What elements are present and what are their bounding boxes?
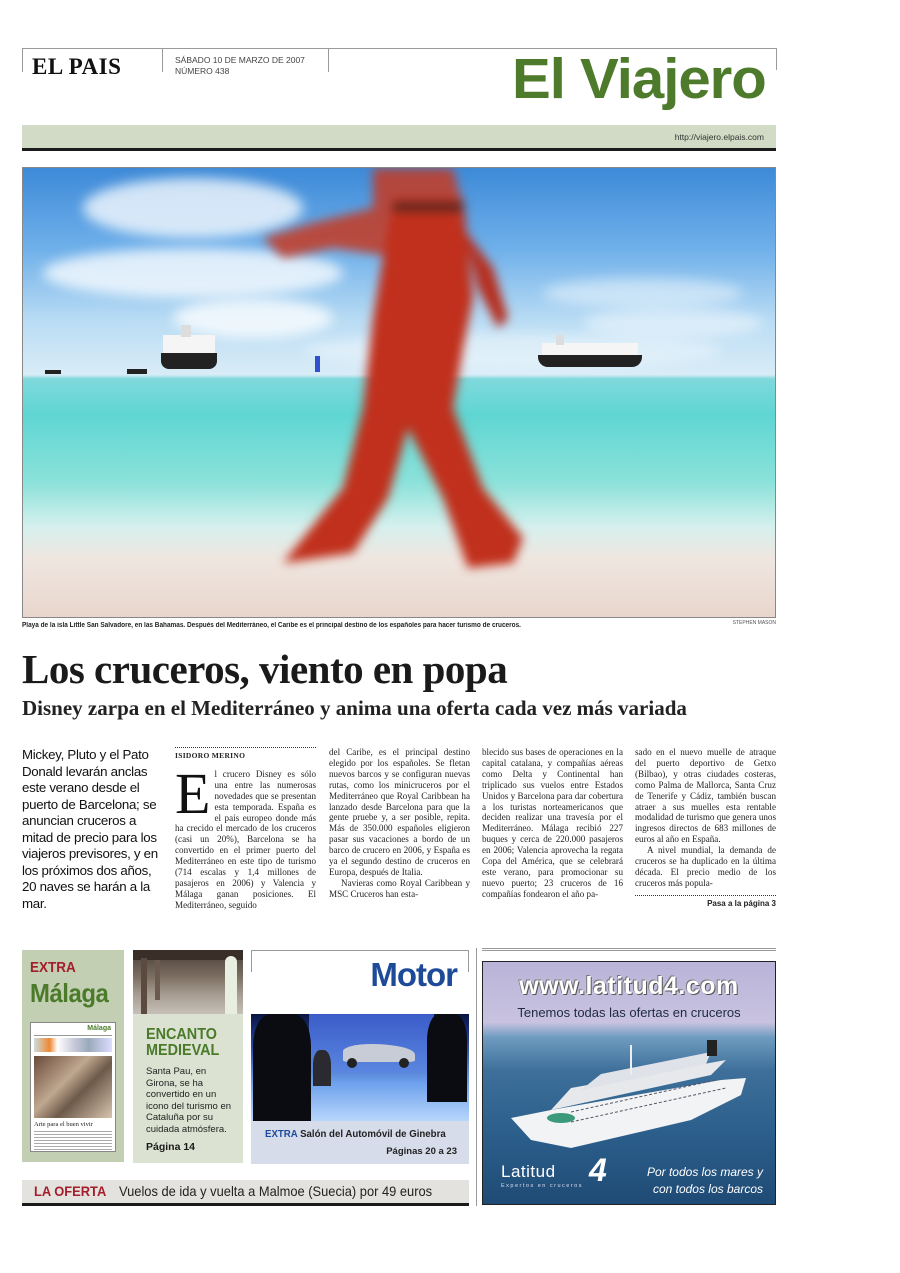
newspaper-logo[interactable]: EL PAIS (32, 54, 122, 79)
motor-caption-text: Salón del Automóvil de Ginebra (300, 1128, 446, 1140)
offer-text: Vuelos de ida y vuelta a Malmoe (Suecia) por 49 euros (119, 1183, 433, 1199)
masthead-divider (776, 48, 777, 70)
hero-photo (22, 167, 776, 618)
edition-date: SÁBADO 10 DE MARZO DE 2007 (175, 55, 305, 65)
latitud4-logo: Latitud 4 Expertos en cruceros (501, 1152, 607, 1189)
article-headline[interactable]: Los cruceros, viento en popa (22, 646, 508, 692)
offer-bottom-rule (22, 1203, 469, 1206)
mini-page-thumbnail (30, 1022, 116, 1152)
ad-tagline: Tenemos todas las ofertas en cruceros (517, 1005, 741, 1020)
article-column (175, 747, 316, 911)
promo-malaga[interactable] (22, 950, 124, 1162)
masthead-divider (22, 48, 23, 72)
walker-figure (223, 168, 563, 588)
paragraph: blecido sus bases de operaciones en la capital catalana, y compañías aéreas como Delta y Continental han triplicado sus vuelos entre Estados Unidos y Barcelona para dar cobertura a los turistas norteamericanos que deciden realizar una travesía por el Mediterráneo. Málaga recibió 227 buques y cerca de 220.000 pasajeros en 2006; Valencia aprovecha la regata Copa del América, que se celebrará este verano, para promocionar su nuevo puerto; 23 cruceros de 16 compañías fondearon el año pa- (482, 747, 623, 899)
promo-encanto-title: ENCANTO MEDIEVAL (146, 1026, 220, 1059)
promo-encanto[interactable] (133, 950, 243, 1163)
ad-url[interactable]: www.latitud4.com (519, 972, 739, 1000)
article-column (482, 747, 623, 900)
motor-caption (251, 1121, 469, 1164)
drop-cap: E (175, 760, 211, 826)
article-column (635, 747, 776, 910)
car-show-photo (251, 1014, 469, 1121)
paragraph: Navieras como Royal Caribbean y MSC Cruceros han esta- (329, 877, 470, 899)
latitud4-advertisement[interactable] (482, 961, 776, 1205)
continued-rule (635, 895, 776, 896)
promo-motor[interactable] (251, 950, 469, 1164)
article-column (329, 747, 470, 900)
article-subhead: Disney zarpa en el Mediterráneo y anima una oferta cada vez más variada (22, 696, 687, 720)
photo-caption: Playa de la isla Little San Salvadore, en las Bahamas. Después del Mediterráneo, el Caribe es el principal destino de los españoles para hacer turismo de cruceros. (22, 622, 521, 629)
motor-pages[interactable]: Páginas 20 a 23 (386, 1146, 457, 1157)
masthead-divider (162, 48, 163, 72)
offer-label: LA OFERTA (34, 1183, 107, 1199)
paragraph: l crucero Disney es sólo una entre las numerosas novedades que se presentan esta temporada. España es el país europeo donde más ha crecido el mercado de los cruceros (casi un 20%), Barcelona se ha convertido en el primer puerto del Mediterráneo en este tipo de turismo (714 escalas y 1,4 millones de pasajeros en 2006) y Valencia y Málaga ganan posiciones. El Mediterráneo, seguido (175, 768, 316, 910)
mini-section-label: Málaga (87, 1025, 111, 1032)
promo-extra-label: EXTRA (30, 959, 76, 976)
offer-banner[interactable] (22, 1180, 469, 1203)
masthead-bottom-rule (22, 148, 776, 151)
byline-rule (175, 747, 316, 748)
motor-extra-label: EXTRA (265, 1128, 298, 1140)
motor-section-title: Motor (370, 956, 457, 993)
ad-divider (476, 948, 477, 1206)
cruise-ship (161, 323, 217, 373)
byline: ISIDORO MERINO (175, 751, 246, 760)
ad-slogan: Por todos los mares y con todos los barcos (646, 1165, 763, 1196)
arcade-photo (133, 950, 243, 1014)
masthead-divider (328, 48, 329, 72)
edition-number: NÚMERO 438 (175, 66, 230, 76)
paragraph: A nivel mundial, la demanda de cruceros se ha duplicado en la última década. El precio medio de los cruceros más popula- (635, 845, 776, 888)
continued-link[interactable]: Pasa a la página 3 (707, 898, 776, 908)
paragraph: sado en el nuevo muelle de atraque del puerto deportivo de Getxo (Bilbao), y otras ciudades costeras, como Palma de Mallorca, Santa Cruz de Tenerife y Cádiz, también buscan atraer a sus muelles esta rentable modalidad de turismo que genera unos ingresos directos de 683 millones de euros al año en España. (635, 747, 776, 845)
promo-encanto-page[interactable]: Página 14 (146, 1141, 196, 1153)
photo-credit: STEPHEN MASON (732, 620, 776, 626)
mini-headline: Arte para el buen vivir (34, 1121, 93, 1128)
paragraph: del Caribe, es el principal destino elegido por los españoles. Se fletan nuevos barcos y se configuran nuevas rutas, como los minicruceros por el Mediterráneo que Royal Caribbean ha lanzado desde Barcelona para que la gente pruebe y, a ser posible, repita. Más de 350.000 españoles eligieron pasar sus vacaciones a bordo de un barco de crucero en 2006, y España es ya el segundo destino de cruceros en Europa, después de Italia. (329, 747, 470, 877)
section-bar (22, 125, 776, 148)
promo-malaga-title: Málaga (30, 978, 109, 1008)
article-lead: Mickey, Pluto y el Pato Donald levarán anclas este verano desde el puerto de Barcelona; se anuncian cruceros a mitad de precio para los viajeros previsores, y en los próximos dos años, 20 naves se harán a la mar. (22, 747, 158, 911)
promo-encanto-text: Santa Pau, en Girona, se ha convertido en un icono del turismo en Cataluña por su cuidada atmósfera. (146, 1066, 232, 1135)
cruise-ship-icon (511, 1040, 746, 1150)
ad-top-rule (482, 948, 776, 951)
edition-info (175, 55, 305, 77)
section-title[interactable]: El Viajero (512, 47, 766, 111)
section-url-link[interactable]: http://viajero.elpais.com (674, 132, 764, 142)
